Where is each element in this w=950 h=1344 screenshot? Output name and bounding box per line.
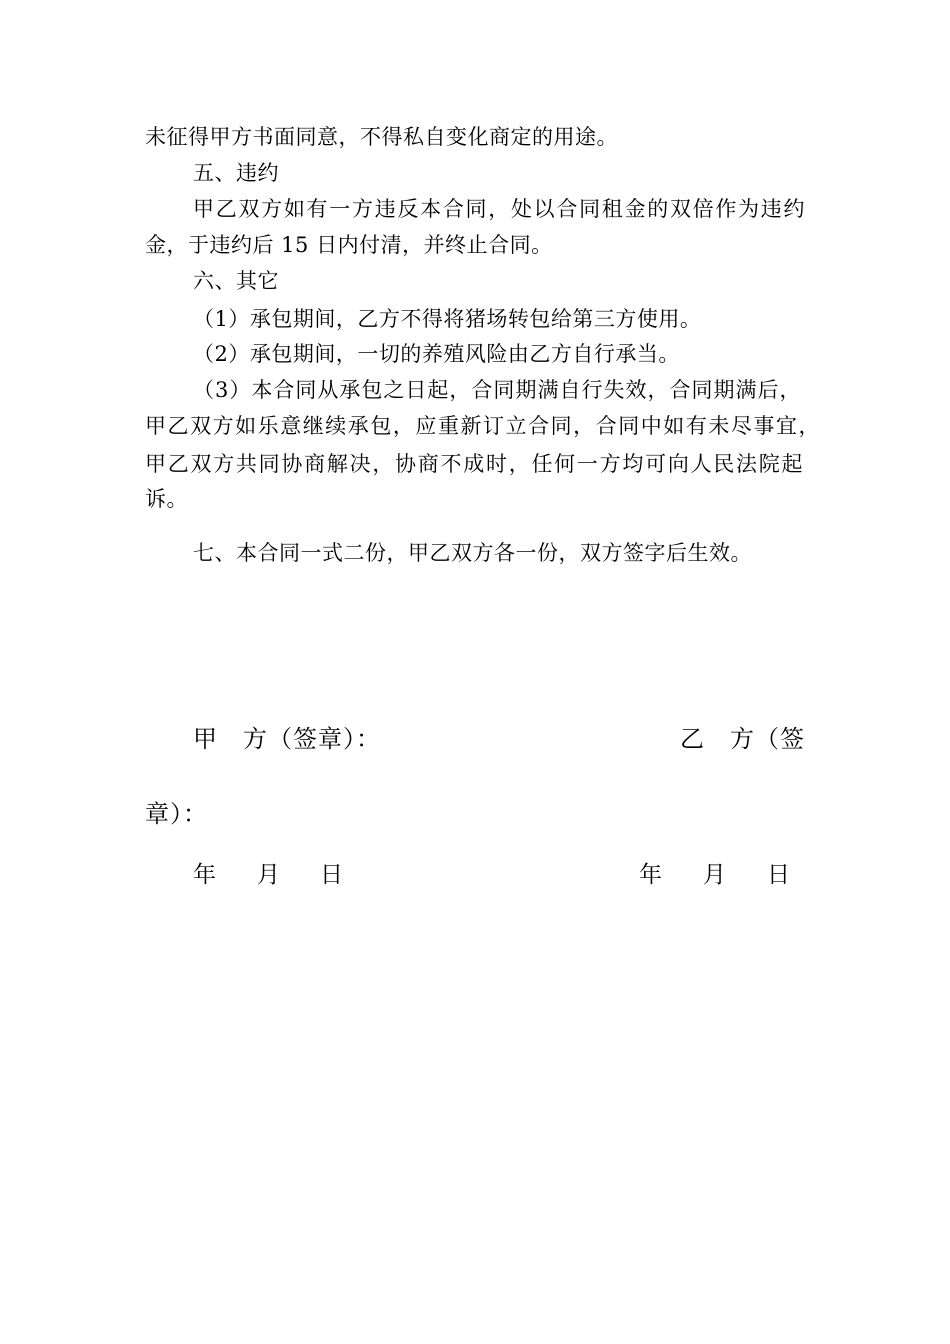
- party-b-signature-label-continued: 章）：: [145, 800, 208, 828]
- section-heading-breach: 五、违约: [193, 161, 279, 185]
- paragraph-line: 诉。: [145, 487, 188, 511]
- party-a-signature-label: 甲 方（签章）：: [193, 725, 381, 753]
- party-a-month-label: 月: [257, 862, 280, 888]
- paragraph-line: 甲乙双方共同协商解决，协商不成时，任何一方均可向人民法院起: [145, 452, 803, 476]
- paragraph-line: 未征得甲方书面同意，不得私自变化商定的用途。: [145, 125, 618, 149]
- paragraph-line: 甲乙双方如乐意继续承包，应重新订立合同，合同中如有未尽事宜，: [145, 414, 820, 438]
- party-b-month-label: 月: [703, 862, 726, 888]
- section-heading-other: 六、其它: [193, 269, 279, 293]
- paragraph-line: 金，于违约后 15 日内付清，并终止合同。: [145, 233, 553, 257]
- paragraph-line: （3）本合同从承包之日起，合同期满自行失效，合同期满后，: [193, 378, 801, 402]
- party-b-day-label: 日: [767, 862, 790, 888]
- party-a-year-label: 年: [193, 862, 216, 888]
- paragraph-line: （2）承包期间，一切的养殖风险由乙方自行承当。: [193, 342, 680, 366]
- paragraph-line: （1）承包期间，乙方不得将猪场转包给第三方使用。: [193, 307, 702, 331]
- paragraph-line: 甲乙双方如有一方违反本合同，处以合同租金的双倍作为违约: [193, 197, 805, 221]
- party-a-day-label: 日: [320, 862, 343, 888]
- party-b-year-label: 年: [639, 862, 662, 888]
- party-b-signature-label: 乙 方（签: [680, 725, 805, 753]
- paragraph-line-effective-clause: 七、本合同一式二份，甲乙双方各一份，双方签字后生效。: [193, 541, 752, 565]
